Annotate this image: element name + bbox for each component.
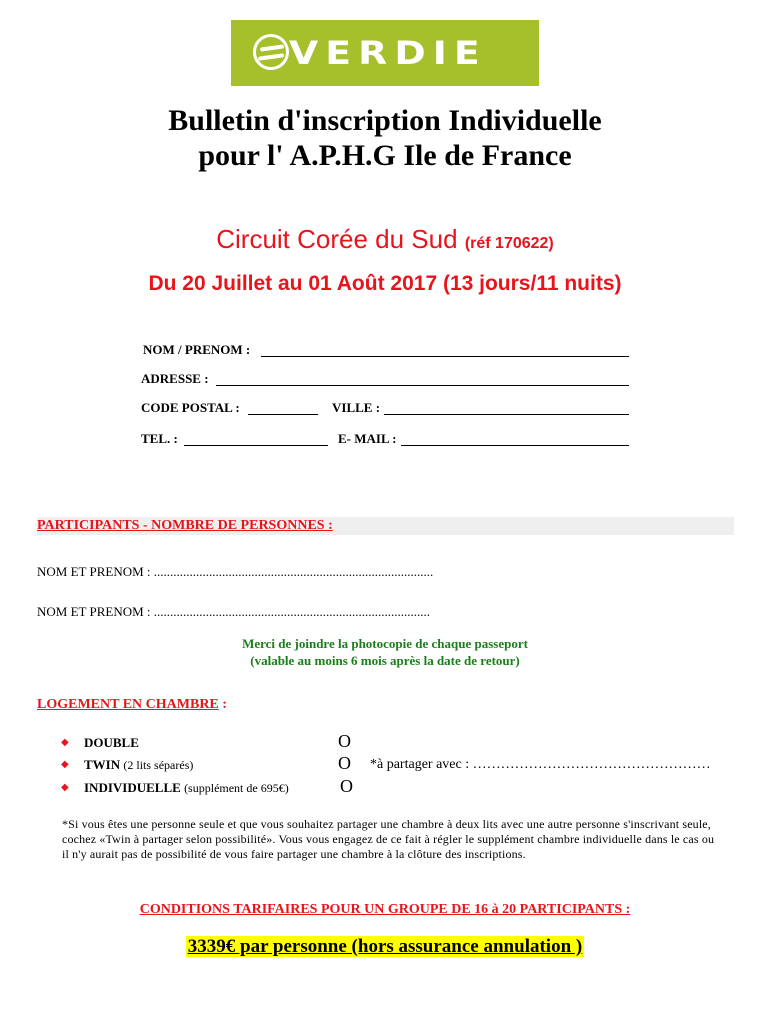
double-radio[interactable]: O xyxy=(338,731,351,751)
code-postal-label: CODE POSTAL : xyxy=(141,400,240,415)
twin-sharing-note: *Si vous êtes une personne seule et que vous souhaitez partager une chambre à deux lits avec une autre personne s'inscrivant seule, cochez «Twin à partager selon possibilité». Vous vous engagez de ce fait à régler le supplément chambre individuelle dans le cas ou il n'y aurait pas de possibilité de vous faire partager une chambre à la clôture des inscriptions. xyxy=(62,817,715,861)
ville-field[interactable] xyxy=(384,400,629,415)
logo-text: VERDIE xyxy=(289,34,487,72)
conditions-heading: CONDITIONS TARIFAIRES POUR UN GROUPE DE 16 à 20 PARTICIPANTS : xyxy=(139,902,631,917)
email-field[interactable] xyxy=(401,431,629,446)
globe-icon xyxy=(253,34,289,70)
option-individuelle xyxy=(84,780,289,796)
logement-heading-colon: : xyxy=(218,697,227,712)
price-line xyxy=(0,935,770,959)
option-twin-note: (2 lits séparés) xyxy=(123,758,194,772)
page-title-line2: pour l' A.P.H.G Ile de France xyxy=(198,139,572,172)
verdie-logo xyxy=(231,20,539,86)
nom-label: NOM / PRENOM : xyxy=(143,342,251,357)
passport-note-line2: (valable au moins 6 mois après la date de retour) xyxy=(250,653,520,668)
nom-field[interactable] xyxy=(261,342,629,357)
adresse-field[interactable] xyxy=(216,371,629,386)
trip-name: Circuit Corée du Sud xyxy=(216,224,458,254)
option-twin-label: TWIN xyxy=(84,757,121,772)
trip-ref: (réf 170622) xyxy=(464,235,554,252)
trip-title xyxy=(0,224,770,255)
tel-label: TEL. : xyxy=(141,431,178,446)
option-individuelle-note: (supplément de 695€) xyxy=(184,781,289,795)
twin-radio[interactable]: O xyxy=(338,753,351,773)
option-double xyxy=(84,735,139,751)
code-postal-field[interactable] xyxy=(248,400,318,415)
adresse-label: ADRESSE : xyxy=(141,371,209,386)
participants-heading: PARTICIPANTS - NOMBRE DE PERSONNES : xyxy=(37,518,333,533)
logement-heading-text: LOGEMENT EN CHAMBRE xyxy=(37,697,219,712)
logement-heading xyxy=(37,695,227,714)
bullet-icon: ◆ xyxy=(61,782,69,793)
passport-note-line1: Merci de joindre la photocopie de chaque passeport xyxy=(242,636,528,651)
bullet-icon: ◆ xyxy=(61,737,69,748)
individuelle-radio[interactable]: O xyxy=(340,776,353,796)
share-with-field[interactable]: *à partager avec : …………………………………………… xyxy=(370,757,711,772)
ville-label: VILLE : xyxy=(332,400,381,415)
option-double-label: DOUBLE xyxy=(84,735,139,750)
page-title-line1: Bulletin d'inscription Individuelle xyxy=(168,104,602,137)
option-individuelle-label: INDIVIDUELLE xyxy=(84,780,181,795)
price-text: 3339€ par personne (hors assurance annulation ) xyxy=(187,936,583,957)
tel-field[interactable] xyxy=(184,431,328,446)
participant-row-1[interactable]: NOM ET PRENOM : ...................................................................................... xyxy=(37,564,434,579)
participant-row-2[interactable]: NOM ET PRENOM : ..................................................................................... xyxy=(37,604,431,619)
bullet-icon: ◆ xyxy=(61,759,69,770)
email-label: E- MAIL : xyxy=(338,431,397,446)
trip-dates: Du 20 Juillet au 01 Août 2017 (13 jours/11 nuits) xyxy=(148,272,622,295)
option-twin xyxy=(84,757,193,773)
